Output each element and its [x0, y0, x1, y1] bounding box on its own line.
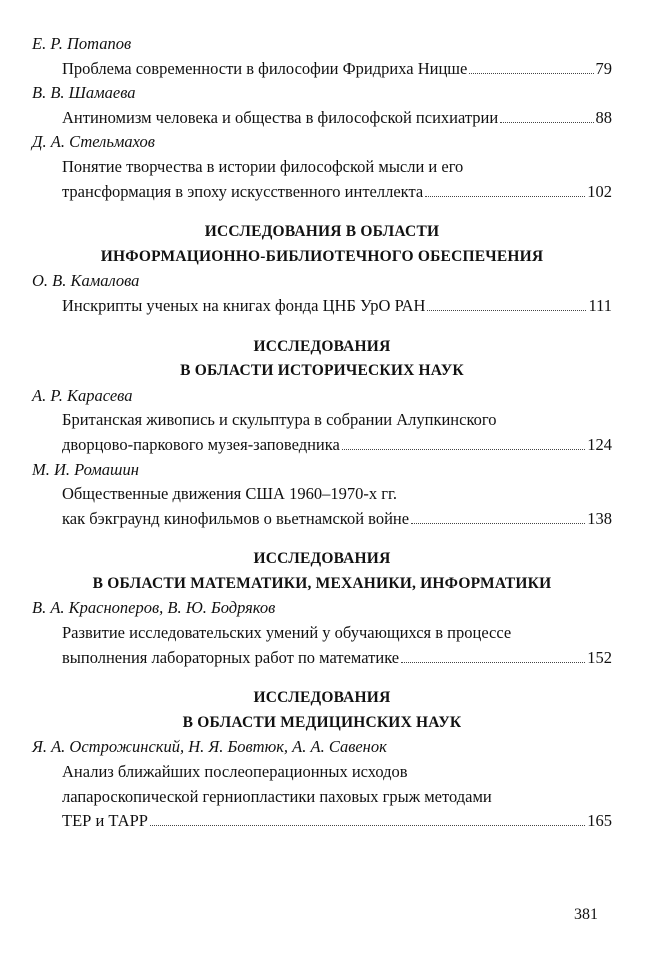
dot-leader [500, 121, 593, 123]
dot-leader [342, 448, 585, 450]
entry-page-number: 152 [587, 647, 612, 667]
entry-title-line: как бэкграунд кинофильмов о вьетнамской войне [62, 508, 410, 528]
dot-leader [469, 72, 593, 74]
section-heading-line: ИНФОРМАЦИОННО-БИБЛИОТЕЧНОГО ОБЕСПЕЧЕНИЯ [100, 247, 544, 265]
entry-author: В. А. Красноперов, В. Ю. Бодряков [32, 598, 276, 618]
entry-page-number: 79 [595, 58, 612, 78]
entry-title-line: Инскрипты ученых на книгах фонда ЦНБ УрО РАН [62, 295, 426, 315]
entry-title-line: Антиномизм человека и общества в философской психиатрии [62, 107, 499, 127]
entry-author: Е. Р. Потапов [32, 34, 132, 53]
entry-title-line: Общественные движения США 1960–1970-х гг. [62, 484, 398, 504]
entry-page-number: 102 [587, 181, 612, 201]
toc-entry [32, 130, 612, 204]
entry-author: О. В. Камалова [32, 271, 140, 291]
section-heading-line: В ОБЛАСТИ ИСТОРИЧЕСКИХ НАУК [180, 362, 464, 380]
dot-leader [401, 661, 585, 663]
entry-author: Я. А. Острожинский, Н. Я. Бовтюк, А. А. Савенок [32, 737, 387, 757]
entry-title-last-line [32, 646, 612, 671]
section-heading-line: В ОБЛАСТИ МАТЕМАТИКИ, МЕХАНИКИ, ИНФОРМАТИКИ [92, 574, 552, 592]
entry-author: М. И. Ромашин [32, 459, 139, 479]
dot-leader [425, 195, 585, 197]
toc-entry [32, 81, 612, 130]
entry-title-last-line [32, 809, 612, 834]
toc-entry [32, 384, 612, 458]
entry-title-line: трансформация в эпоху искусственного интеллекта [62, 181, 424, 201]
entry-page-number: 111 [588, 295, 612, 315]
entry-title-last-line [32, 433, 612, 458]
entry-page-number: 165 [587, 811, 612, 831]
section-heading-line: ИССЛЕДОВАНИЯ В ОБЛАСТИ [204, 223, 440, 241]
entry-author: А. Р. Карасева [32, 385, 133, 405]
entry-title-line: Проблема современности в философии Фридриха Ницше [62, 58, 468, 78]
table-of-contents [32, 32, 612, 834]
section-heading-line: ИССЛЕДОВАНИЯ [253, 689, 391, 707]
section-heading-line: В ОБЛАСТИ МЕДИЦИНСКИХ НАУК [182, 713, 462, 731]
entry-author: В. В. Шамаева [32, 83, 136, 103]
section-heading [32, 335, 612, 384]
entry-page-number: 88 [595, 107, 612, 127]
page-number: 381 [574, 906, 598, 923]
entry-page-number: 124 [587, 434, 612, 454]
entry-title-line: Развитие исследовательских умений у обучающихся в процессе [62, 623, 512, 643]
section-heading [32, 220, 612, 269]
entry-title-last-line [32, 57, 612, 82]
entry-title-line: лапароскопической герниопластики паховых грыж методами [62, 786, 492, 806]
section-heading [32, 686, 612, 735]
entry-author: Д. А. Стельмахов [32, 132, 155, 152]
dot-leader [427, 309, 586, 311]
toc-entry [32, 269, 612, 318]
entry-page-number: 138 [587, 508, 612, 528]
entry-title-line: Понятие творчества в истории философской мысли и его [62, 156, 464, 176]
entry-title-line: выполнения лабораторных работ по математике [62, 647, 400, 667]
entry-title-line: Британская живопись и скульптура в собрании Алупкинского [62, 410, 497, 430]
toc-entry [32, 458, 612, 532]
toc-entry [32, 735, 612, 833]
section-heading-line: ИССЛЕДОВАНИЯ [253, 337, 391, 355]
toc-entry [32, 32, 612, 81]
toc-entry [32, 596, 612, 670]
dot-leader [411, 522, 585, 524]
entry-title-line: дворцово-паркового музея-заповедника [62, 434, 340, 454]
entry-title-last-line [32, 507, 612, 532]
section-heading [32, 547, 612, 596]
entry-title-line: Анализ ближайших послеоперационных исходов [62, 762, 408, 782]
entry-title-line: ТЕР и ТАРР [62, 811, 148, 831]
dot-leader [150, 824, 585, 826]
entry-title-last-line [32, 180, 612, 205]
section-heading-line: ИССЛЕДОВАНИЯ [253, 550, 391, 568]
entry-title-last-line [32, 106, 612, 131]
entry-title-last-line [32, 294, 612, 319]
